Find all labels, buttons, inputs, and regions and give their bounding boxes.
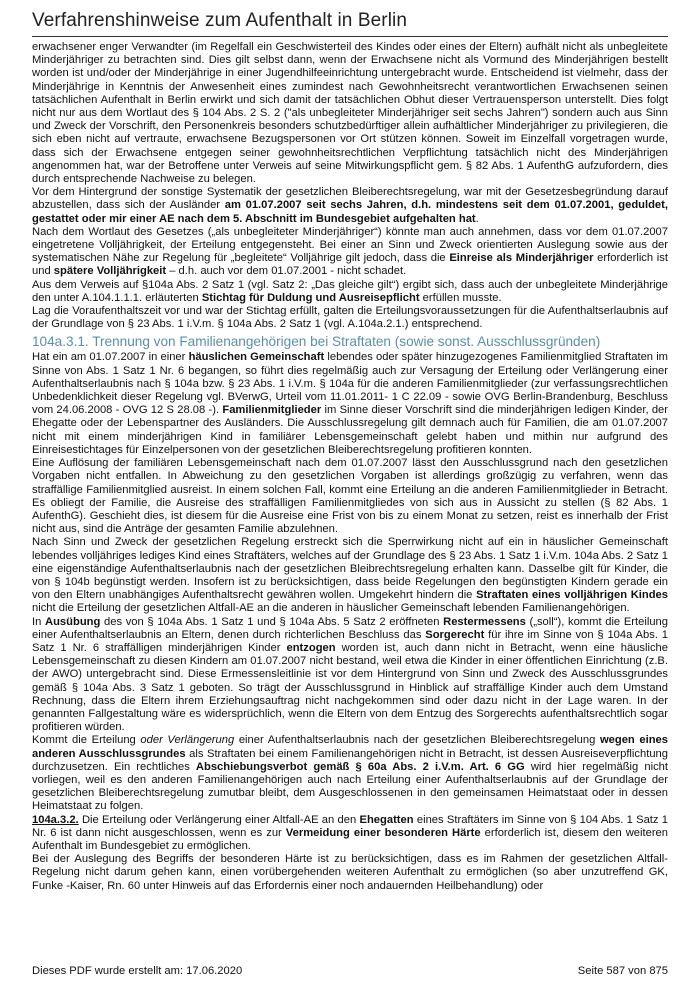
text-run: erfüllen musste. [419,291,502,304]
header-divider [32,36,668,37]
text-run: entzogen [286,641,336,654]
text-run: häuslichen Gemeinschaft [188,351,325,364]
text-run: . [475,212,479,225]
text-run: Aus dem Verweis auf §104a Abs. 2 Satz 1 (vgl. Satz 2: „Das gleiche gilt“) ergibt sich, dass auch der unbegleitete Minderjährige den unter A.104.1.1.1. erläuterten [32,278,668,304]
paragraph [32,186,668,226]
section-heading [32,333,668,350]
text-run: Kommt die Erteilung [32,734,141,747]
paragraph [32,536,668,615]
paragraph [32,814,668,854]
text-run: Nach dem Wortlaut des Gesetzes („als unbegleiteter Minderjähriger“) könnte man auch annehmen, dass vor dem 01.07.2007 eingetretene Volljährigkeit, der Erteilung entgegensteht. Bei einer an Sinn und Zweck orientierten Auslegung sowie aus der systematischen Nähe zur Regelung für „begleitete“ Volljährige gilt jedoch, dass die [32,225,668,265]
text-run: Lag die Voraufenthaltszeit vor und war der Stichtag erfüllt, galten die Erteilungsvoraussetzungen für die Aufenthaltserlaubnis auf der Grundlage von § 23 Abs. 1 i.V.m. § 104a Abs. 2 Satz 1 (vgl. A.104a.2.1.) entsprechend. [32,305,668,331]
text-run: 104a.3.2. [32,813,79,826]
text-run: – d.h. auch vor dem 01.07.2001 - nicht schadet. [166,265,407,278]
paragraph [32,616,668,735]
text-run: („soll“), kommt die Erteilung einer Aufenthaltserlaubnis an Eltern, denen durch richterlichen Beschluss das [32,615,668,641]
text-run: wegen eines anderen Ausschlussgrundes [32,734,669,760]
text-run: Vermeidung einer besonderen Härte [285,826,481,839]
text-run: Eine Auflösung der familiären Lebensgemeinschaft nach dem 01.07.2007 lässt den Ausschlussgrund nach den gesetzlichen Vorgaben nicht entfallen. In Abweichung zu den gesetzlichen Vorgaben ist allerdings großzügig zu verfahren, wenn das straffällige Familienmitglied ausreist. In einem solchen Fall, kommt eine Erteilung an die anderen Familienmitglieder in Betracht. Es obliegt der Familie, die Ausreise des straffälligen Familienmitgliedes von sich aus in Aussicht zu stellen (§ 82 Abs. 1 AufenthG). Geschieht dies, ist diesem für die Ausreise eine Frist von bis zu einem Monat zu setzen, reist es innerhalb der Frist nicht aus, sind die Anträge der gesamten Familie abzulehnen. [32,457,668,536]
text-run: Nach Sinn und Zweck der gesetzlichen Regelung erstreckt sich die Sperrwirkung nicht auf ein in häuslicher Gemeinschaft lebendes volljähriges lediges Kind eines Straftäters, welches auf der Grundlage des § 23 Abs. 1 Satz 1 i.V.m. 104a Abs. 2 Satz 1 eine eigenständige Aufenthaltserlaubnis nach der gesetzlichen Bleibrechtsregelung erhalten kann. Dasselbe gilt für Kinder, die von § 104b begünstigt werden. Insofern ist zu berücksichtigen, dass beide Regelungen den begünstigten Kindern gerade ein von den Eltern unabhängiges Aufenthaltsrecht gewähren wollen. Umgekehrt hindern die [32,536,668,602]
text-run: erforderlich ist, diesem den weiteren Aufenthalt im Bundesgebiet zu ermöglichen. [32,826,668,852]
text-run: eines Straftäters im Sinne von § 104 Abs. 1 Satz 1 Nr. 6 ist dann nicht ausgeschlossen, wenn es zur [32,813,669,839]
paragraph [32,351,668,457]
footer-page-number: Seite 587 von 875 [577,965,668,977]
text-run: des von § 104a Abs. 1 Satz 1 und § 104a Abs. 5 Satz 2 eröffneten [100,615,444,628]
text-run: nicht die Erteilung der gesetzlichen Altfall-AE an die anderen in häuslicher Gemeinschaft lebenden Familienangehörigen. [32,602,630,615]
text-run: einer Aufenthaltserlaubnis nach der gesetzlichen Bleiberechtsregelung [234,734,600,747]
text-run: als Straftaten bei einem Familienangehörigen nicht in Betracht, ist dessen Ausreiseverpflichtung durchzusetzen. Ein rechtliches [32,747,668,773]
paragraph [32,226,668,279]
text-run: 104a.3.1. Trennung von Familienangehörigen bei Straftaten (sowie sonst. Ausschlussgründen) [32,334,601,350]
text-run: Stichtag für Duldung und Ausreisepflicht [201,291,420,304]
text-run: für ihre im Sinne von § 104a Abs. 1 Satz 1 Nr. 6 straffälligen minderjährigen Kinder [32,628,668,654]
text-run: Restermessens [443,615,526,628]
text-run: Bei der Auslegung des Begriffs der besonderen Härte ist zu berücksichtigen, dass es im Rahmen der gesetzlichen Altfall-Regelung nicht darum gehen kann, einen vorübergehenden weiteren Aufenthalt zu ermöglichen (so aber unzutreffend GK, Funke -Kaiser, Rn. 60 unter Hinweis auf das Erfordernis einer noch andauernden Heilbehandlung) oder [32,853,668,892]
text-run: oder Verlängerung [140,734,235,747]
paragraph [32,734,668,813]
document-body [32,41,668,893]
text-run: im Sinne dieser Vorschrift sind die minderjährigen ledigen Kinder, der Ehegatte oder der Lebenspartner des Ausländers. Die Ausschlussregelung gilt demnach auch für Familien, die am 01.07.2007 nicht mit einem minderjährigen Kind in familiärer Lebensgemeinschaft gelebt haben und mithin nur aufgrund des Einreisestichtages für Einzelpersonen von der gesetzlichen Bleiberechtsregelung profitieren konnten. [32,404,668,456]
text-run: Abschiebungsverbot gemäß § 60a Abs. 2 i.V.m. Art. 6 GG [195,760,525,773]
text-run: erforderlich ist und [32,252,668,278]
text-run: lebendes oder später hinzugezogenes Familienmitglied Straftaten im Sinne von Abs. 1 Satz 1 Nr. 6 begangen, so führt dies regelmäßig auch zur Versagung der Erteilung oder Verlängerung einer Aufenthaltserlaubnis nach § 104a bzw. § 23 Abs. 1 i.V.m. § 104a für die anderen Familienmitglieder (zur verfassungsrechtlichen Unbedenklichkeit dieser Regelung vgl. BVerwG, Urteil vom 11.01.2011- 1 C 22.09 - sowie OVG Berlin-Brandenburg, Beschluss vom 24.06.2008 - OVG 12 S 28.08 -). [32,351,668,417]
text-run: Vor dem Hintergrund der sonstige Systematik der gesetzlichen Bleiberechtsregelung, war mit der Gesetzesbegründung darauf abzustellen, dass sich der Ausländer [32,186,668,212]
text-run: Sorgerecht [425,628,485,641]
paragraph [32,305,668,331]
text-run: Einreise als Minderjähriger [449,252,594,265]
paragraph [32,41,668,186]
text-run: Straftaten eines volljährigen Kindes [476,589,668,602]
footer-created-date: Dieses PDF wurde erstellt am: 17.06.2020 [32,965,243,977]
paragraph [32,457,668,536]
text-run: am 01.07.2007 seit sechs Jahren, d.h. mindestens seit dem 01.07.2001, geduldet, gestattet oder mir einer AE nach dem 5. Abschnitt im Bundesgebiet aufgehalten hat [32,199,668,225]
text-run: In [32,615,46,628]
text-run: Familienmitglieder [222,404,322,417]
text-run: worden ist, auch dann nicht in Betracht, wenn eine häusliche Lebensgemeinschaft zu diesen Kindern am 01.07.2007 nicht bestand, weil etwa die Kinder in einer öffentlichen Einrichtung (z.B. der AWO) untergebracht sind. Diese Ermessensleitlinie ist vor dem Hintergrund von Sinn und Zweck des Ausschlussgrundes gemäß § 104a Abs. 3 Satz 1 geboten. So trägt der Ausschlussgrund in Hinblick auf straffällige Kinder auch dem Umstand Rechnung, dass die Eltern ihrem Erziehungsauftrag nicht nachgekommen sind oder dazu nicht in der Lage waren. In der genannten Fallgestaltung wäre es widersprüchlich, wenn die Eltern von dem Entzug des Sorgerechts aufenthaltsrechtlich sogar profitieren würden. [32,641,669,734]
text-run: wird hier regelmäßig nicht vorliegen, weil es den anderen Familienangehörigen auch nach Erteilung einer Aufenthaltserlaubnis auf der Grundlage der gesetzlichen Bleiberechtsregelung zumutbar bleibt, dem Ausgeschlossenen in den gemeinsamen Heimatstaat oder in dessen Heimatstaat zu folgen. [32,760,668,813]
text-run: spätere Volljährigkeit [53,265,167,278]
text-run: Hat ein am 01.07.2007 in einer [32,351,189,364]
document-title: Verfahrenshinweise zum Aufenthalt in Berlin [32,10,408,31]
text-run: erwachsener enger Verwandter (im Regelfall ein Geschwisterteil des Kindes oder eines der Eltern) aufhält nicht als unbegleitete Minderjähriger zu betrachten sind. Dies gilt selbst dann, wenn der Erwachsene nicht als Vormund des Minderjährigen bestellt worden ist und/oder der Minderjährige in einer Jugendhilfeeinrichtung untergebracht wurde. Entscheidend ist vielmehr, dass der Minderjährige in Kenntnis der Anwesenheit eines zumindest nach Gewohnheitsrecht verantwortlichen Erwachsenen seinen tatsächlichen Aufenthalt in Berlin erwirkt und sich damit der tatsächlichen Obhut dieser Vertrauensperson unterstellt. Dies folgt nicht nur aus dem Wortlaut des § 104 Abs. 2 S. 2 ("als unbegleiteter Minderjähriger seit sechs Jahren") sondern auch aus Sinn und Zweck der Vorschrift, den Personenkreis besonders schutzbedürftiger allein aufhältlicher Minderjähriger zu privilegieren, die sich eben nicht auf vertraute, erwachsene Bezugspersonen vor Ort stützen können. Soweit im Einzelfall vorgetragen wurde, dass sich der Erwachsene entgegen seiner gewohnheitsrechtlichen Verpflichtung tatsächlich nicht des Minderjährigen angenommen hat, war der Betroffene unter Verweis auf seine Mitwirkungspflicht gem. § 82 Abs. 1 AufenthG aufzufordern, dies durch entsprechende Nachweise zu belegen. [32,41,668,186]
paragraph [32,279,668,305]
paragraph [32,853,668,893]
text-run: Ausübung [45,615,101,628]
text-run: Die Erteilung oder Verlängerung einer Altfall-AE an den [78,813,360,826]
text-run: Ehegatten [359,813,414,826]
